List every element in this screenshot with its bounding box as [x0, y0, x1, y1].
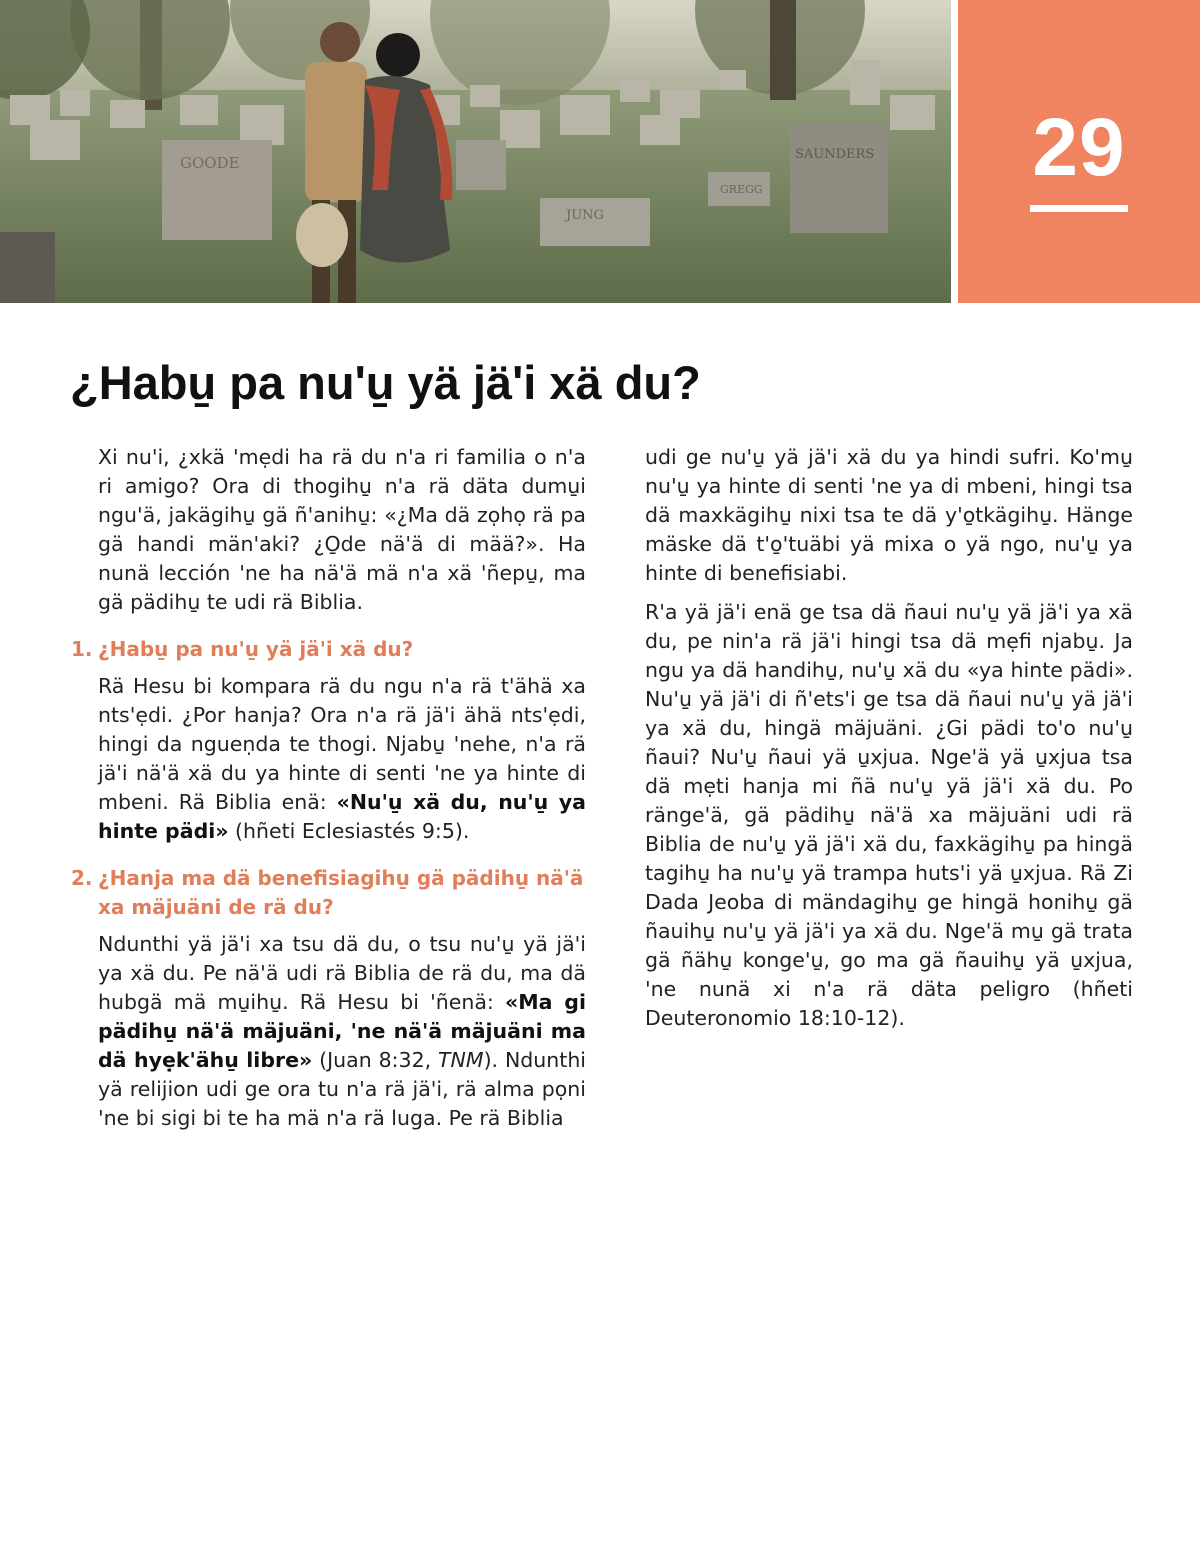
question-2-text: ¿Hanja ma dä benefisiagihu̱ gä pädihu̱ nä'ä xa mäjuäni de rä du? — [98, 866, 584, 919]
headstone-goode: GOODE — [180, 154, 240, 172]
left-column — [71, 443, 587, 1143]
headstone-jung: JUNG — [566, 208, 604, 223]
right-column — [645, 443, 1133, 1043]
answer-1-reference: (hñeti Eclesiastés 9:5). — [228, 819, 470, 843]
cemetery-illustration — [0, 0, 951, 303]
answer-1-scripture-quote: «Nu'u̱ xä du, nu'u̱ ya hinte pädi» — [98, 790, 586, 843]
question-1-number: 1. — [71, 637, 93, 661]
hero-photo — [0, 0, 951, 303]
intro-paragraph: Xi nu'i, ¿xkä 'mẹdi ha rä du n'a ri familia o n'a ri amigo? Ora di thogihu̱ n'a rä däta dumu̱i ngu'ä, jakägihu̱ gä ñ'anihu̱: «¿Ma dä zọhọ rä pa gä handi män'aki? ¿O̱de nä'ä di mää?». Ha nunä lección 'ne ha nä'ä mä n'a xä 'ñepu̱, ma gä pädihu̱ te udi rä Biblia. — [98, 445, 586, 614]
headstone-saunders: SAUNDERS — [795, 147, 875, 162]
headstone-gregg: GREGG — [720, 183, 763, 196]
answer-2-translation-abbrev: TNM — [438, 1048, 484, 1072]
answer-2-text-end: ). Ndunthi yä relijion udi ge ora tu n'a rä jä'i, rä alma pọni 'ne bi sigi bi te ha mä n'a rä luga. Pe rä Biblia — [98, 1048, 587, 1130]
answer-2-scripture-quote: «Ma gi pädihu̱ nä'ä mäjuäni, 'ne nä'ä mäjuäni ma dä hyẹk'ähu̱ libre» — [98, 990, 586, 1072]
answer-2-continuation: udi ge nu'u̱ yä jä'i xä du ya hindi sufri. Ko'mu̱ nu'u̱ ya hinte di senti 'ne ya di mbeni, hingi tsa dä maxkägihu̱ nixi tsa te dä y'o̱tkägihu̱. Hänge mäske dä t'o̱'tuäbi yä mixa o yä ngo, nu'u̱ ya hinte di benefisiabi. — [645, 445, 1133, 585]
answer-2-paragraph-1 — [98, 930, 586, 1133]
question-1 — [71, 635, 586, 664]
answer-2-text-start: Ndunthi yä jä'i xa tsu dä du, o tsu nu'u̱ yä jä'i ya xä du. Pe nä'ä udi rä Biblia de rä du, ma dä hubgä mä mu̱ihu̱. Rä Hesu bi 'ñenä: — [98, 932, 586, 1014]
question-2-number: 2. — [71, 866, 93, 890]
answer-2-reference: (Juan 8:32, — [312, 1048, 439, 1072]
question-2 — [71, 864, 586, 922]
answer-1-text: Rä Hesu bi kompara rä du ngu n'a rä t'ähä xa nts'ẹdi. ¿Por hanja? Ora n'a rä jä'i ähä nts'ẹdi, hingi da ngueṇda te thogi. Njabu̱ 'nehe, n'a rä jä'i nä'ä xä du ya hinte di senti 'ne ya hinte di mbeni. Rä Biblia enä: — [98, 674, 586, 814]
page-title: ¿Habu̱ pa nu'u̱ yä jä'i xä du? — [70, 356, 701, 409]
question-1-text: ¿Habu̱ pa nu'u̱ yä jä'i xä du? — [98, 637, 414, 661]
lesson-number: 29 — [1032, 102, 1126, 193]
lesson-number-underline — [1030, 205, 1128, 212]
answer-2-paragraph-2: R'a yä jä'i enä ge tsa dä ñaui nu'u̱ yä jä'i ya xä du, pe nin'a rä jä'i hingi tsa dä mẹfi njabu̱. Ja ngu ya dä handihu̱, nu'u̱ xä du «ya hinte pädi». Nu'u̱ yä jä'i di ñ'ets'i ge tsa dä ñaui nu'u̱ yä jä'i ya xä du, hingä mäjuäni. ¿Gi pädi to'o nu'u̱ ñaui? Nu'u̱ ñaui yä u̱xjua. Nge'ä yä u̱xjua tsa dä mẹti hanja mi ñä nu'u̱ yä jä'i xä du. Po ränge'ä, gä pädihu̱ nä'ä xa mäjuäni udi rä Biblia de nu'u̱ yä jä'i xä du, faxkägihu̱ pa hingä tagihu̱ ha nu'u̱ yä trampa huts'i yä u̱xjua. Rä Zi Dada Jeoba di mändagihu̱ ge hingä honihu̱ gä ñauihu̱ nu'u̱ yä jä'i ya xä du. Nge'ä mu̱ gä trata gä ñähu̱ konge'u̱, go ma gä ñauihu̱ yä u̱xjua, 'ne nunä xi n'a rä däta peligro (hñeti Deuteronomio 18:10-12). — [645, 600, 1133, 1030]
lesson-number-badge — [958, 0, 1200, 303]
answer-1-paragraph — [98, 672, 586, 846]
